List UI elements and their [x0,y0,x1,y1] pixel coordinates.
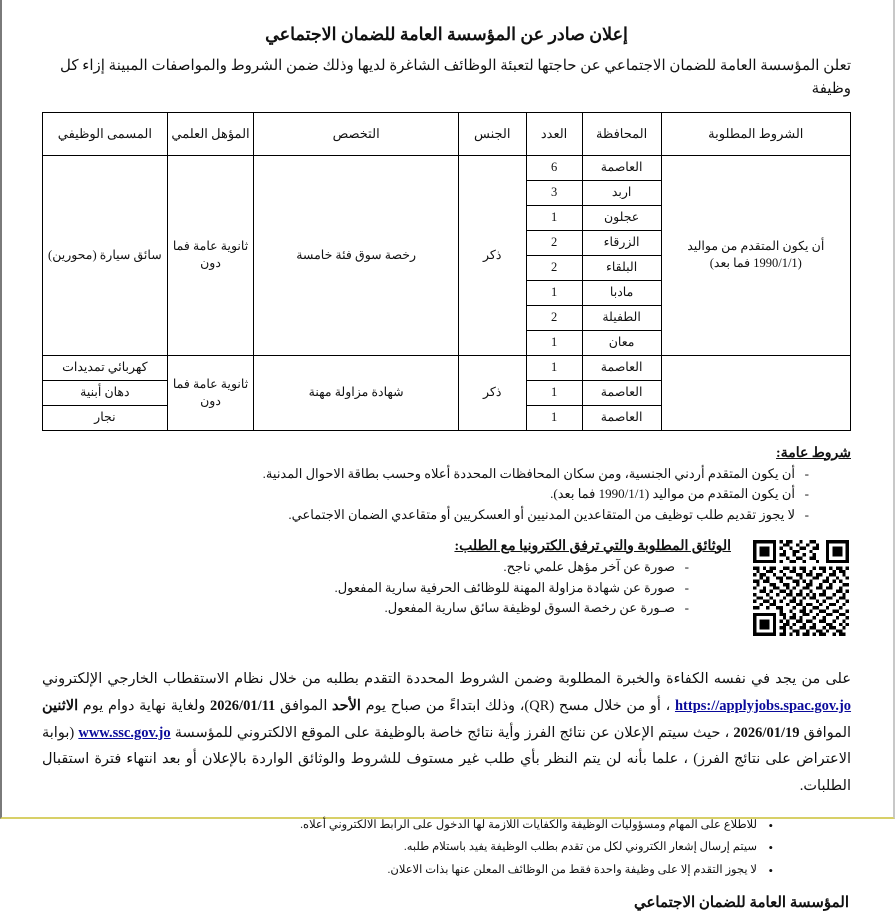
documents-and-qr-block [42,538,851,658]
qr-code-icon [753,540,849,636]
required-documents-heading: الوثائق المطلوبة والتي ترفق الكترونيا مع الطلب: [454,538,731,554]
paragraph-part-6: ، حيث سيتم الإعلان عن نتائج الفرز وأية نتائج خاصة بالوظيفة على الموقع الالكتروني للمؤسسة [174,724,730,741]
list-item: • للاطلاع على المهام ومسؤوليات الوظيفة والكفايات اللازمة لها الدخول على الرابط الالكتروني أعلاه. [42,814,773,836]
jobs-table [42,112,851,431]
table-header-row [43,112,851,155]
cell-governorate: الطفيلة [582,305,661,330]
intro-paragraph: تعلن المؤسسة العامة للضمان الاجتماعي عن حاجتها لتعبئة الوظائف الشاغرة لديها وذلك ضمن الشروط والمواصفات المبينة إزاء كل وظيفة [60,58,851,98]
main-paragraph [42,666,851,800]
paragraph-part-1: على من يجد في نفسه الكفاءة والخبرة المطلوبة وضمن الشروط المحددة التقدم بطلبه من خلال نظام الاستقطاب الخارجي الإلكتروني [42,670,851,687]
header-job-title: المسمى الوظيفي [43,112,168,155]
notes-list [42,814,851,881]
list-item: - صـورة عن رخصة السوق لوظيفة سائق سارية المفعول. [42,598,689,619]
header-count: العدد [526,112,582,155]
header-specialty: التخصص [254,112,459,155]
general-conditions-list [42,464,851,526]
cell-count: 1 [526,205,582,230]
cell-gender: ذكر [458,355,526,430]
cell-specialty: شهادة مزاولة مهنة [254,355,459,430]
footer-organization: المؤسسة العامة للضمان الاجتماعي [633,895,849,912]
cell-conditions [661,355,850,430]
cell-governorate: العاصمة [582,405,661,430]
ssc-website-link[interactable]: www.ssc.gov.jo [78,724,171,741]
general-conditions-section [42,445,851,526]
start-date: 2026/01/11 [210,697,276,714]
cell-job-title: كهربائي تمديدات [43,355,168,380]
list-item: • لا يجوز التقدم إلا على وظيفة واحدة فقط من الوظائف المعلن عنها بذات الاعلان. [42,859,773,881]
cell-count: 1 [526,280,582,305]
page-title: إعلان صادر عن المؤسسة العامة للضمان الاجتماعي [265,24,628,44]
paragraph-part-7: (بوابة الاعتراض على نتائج الفرز) ، علما بأنه لن يتم النظر بأي طلب غير مستوف للشروط والوثائق الواردة بالإعلان أو بعد انتهاء فترة استقبال الطلبات. [42,724,851,795]
table-row [43,355,851,380]
cell-governorate: البلقاء [582,255,661,280]
cell-count: 6 [526,155,582,180]
header-governorate: المحافظة [582,112,661,155]
cell-count: 1 [526,355,582,380]
list-item: • سيتم إرسال إشعار الكتروني لكل من تقدم بطلب الوظيفة يفيد باستلام طلبه. [42,836,773,858]
cell-count: 2 [526,230,582,255]
cell-governorate: معان [582,330,661,355]
cell-conditions: أن يكون المتقدم من مواليد (1990/1/1 فما بعد) [661,155,850,355]
list-item: - صورة عن آخر مؤهل علمي ناجح. [42,557,689,578]
cell-governorate: العاصمة [582,355,661,380]
cell-governorate: مادبا [582,280,661,305]
cell-governorate: العاصمة [582,380,661,405]
cell-job-title: سائق سيارة (محورين) [43,155,168,355]
paragraph-part-2: ، أو من خلال مسح (QR)، وذلك ابتداءً من صباح يوم [365,697,671,714]
paragraph-part-3: الموافق [279,697,328,714]
cell-qualification: ثانوية عامة فما دون [167,355,254,430]
cell-specialty: رخصة سوق فئة خامسة [254,155,459,355]
paragraph-part-5: الموافق [803,724,852,741]
cell-count: 2 [526,255,582,280]
cell-governorate: اربد [582,180,661,205]
document-body [2,0,893,912]
cell-count: 1 [526,330,582,355]
cell-governorate: العاصمة [582,155,661,180]
end-date: 2026/01/19 [733,724,800,741]
cell-gender: ذكر [458,155,526,355]
cell-governorate: عجلون [582,205,661,230]
start-day: الأحد [332,697,361,714]
table-row [43,155,851,180]
cell-governorate: الزرقاء [582,230,661,255]
header-gender: الجنس [458,112,526,155]
general-conditions-heading: شروط عامة: [776,445,851,461]
list-item: - أن يكون المتقدم من مواليد (1990/1/1 فما بعد). [42,484,809,505]
list-item: - صورة عن شهادة مزاولة المهنة للوظائف الحرفية سارية المفعول. [42,578,689,599]
apply-portal-link[interactable]: https://applyjobs.spac.gov.jo [674,697,852,714]
header-qualification: المؤهل العلمي [167,112,254,155]
required-documents-section [42,538,851,619]
cell-qualification: ثانوية عامة فما دون [167,155,254,355]
cell-count: 2 [526,305,582,330]
required-documents-list [42,557,731,619]
list-item: - لا يجوز تقديم طلب توظيف من المتقاعدين المدنيين أو العسكريين أو متقاعدي الضمان الاجتماعي. [42,505,809,526]
list-item: - أن يكون المتقدم أردني الجنسية، ومن سكان المحافظات المحددة أعلاه وحسب بطاقة الاحوال المدنية. [42,464,809,485]
cell-count: 3 [526,180,582,205]
cell-count: 1 [526,405,582,430]
paragraph-part-4: ولغاية نهاية دوام يوم [82,697,206,714]
header-conditions: الشروط المطلوبة [661,112,850,155]
cell-job-title: نجار [43,405,168,430]
end-day: الاثنين [42,697,79,714]
cell-count: 1 [526,380,582,405]
cell-job-title: دهان أبنية [43,380,168,405]
